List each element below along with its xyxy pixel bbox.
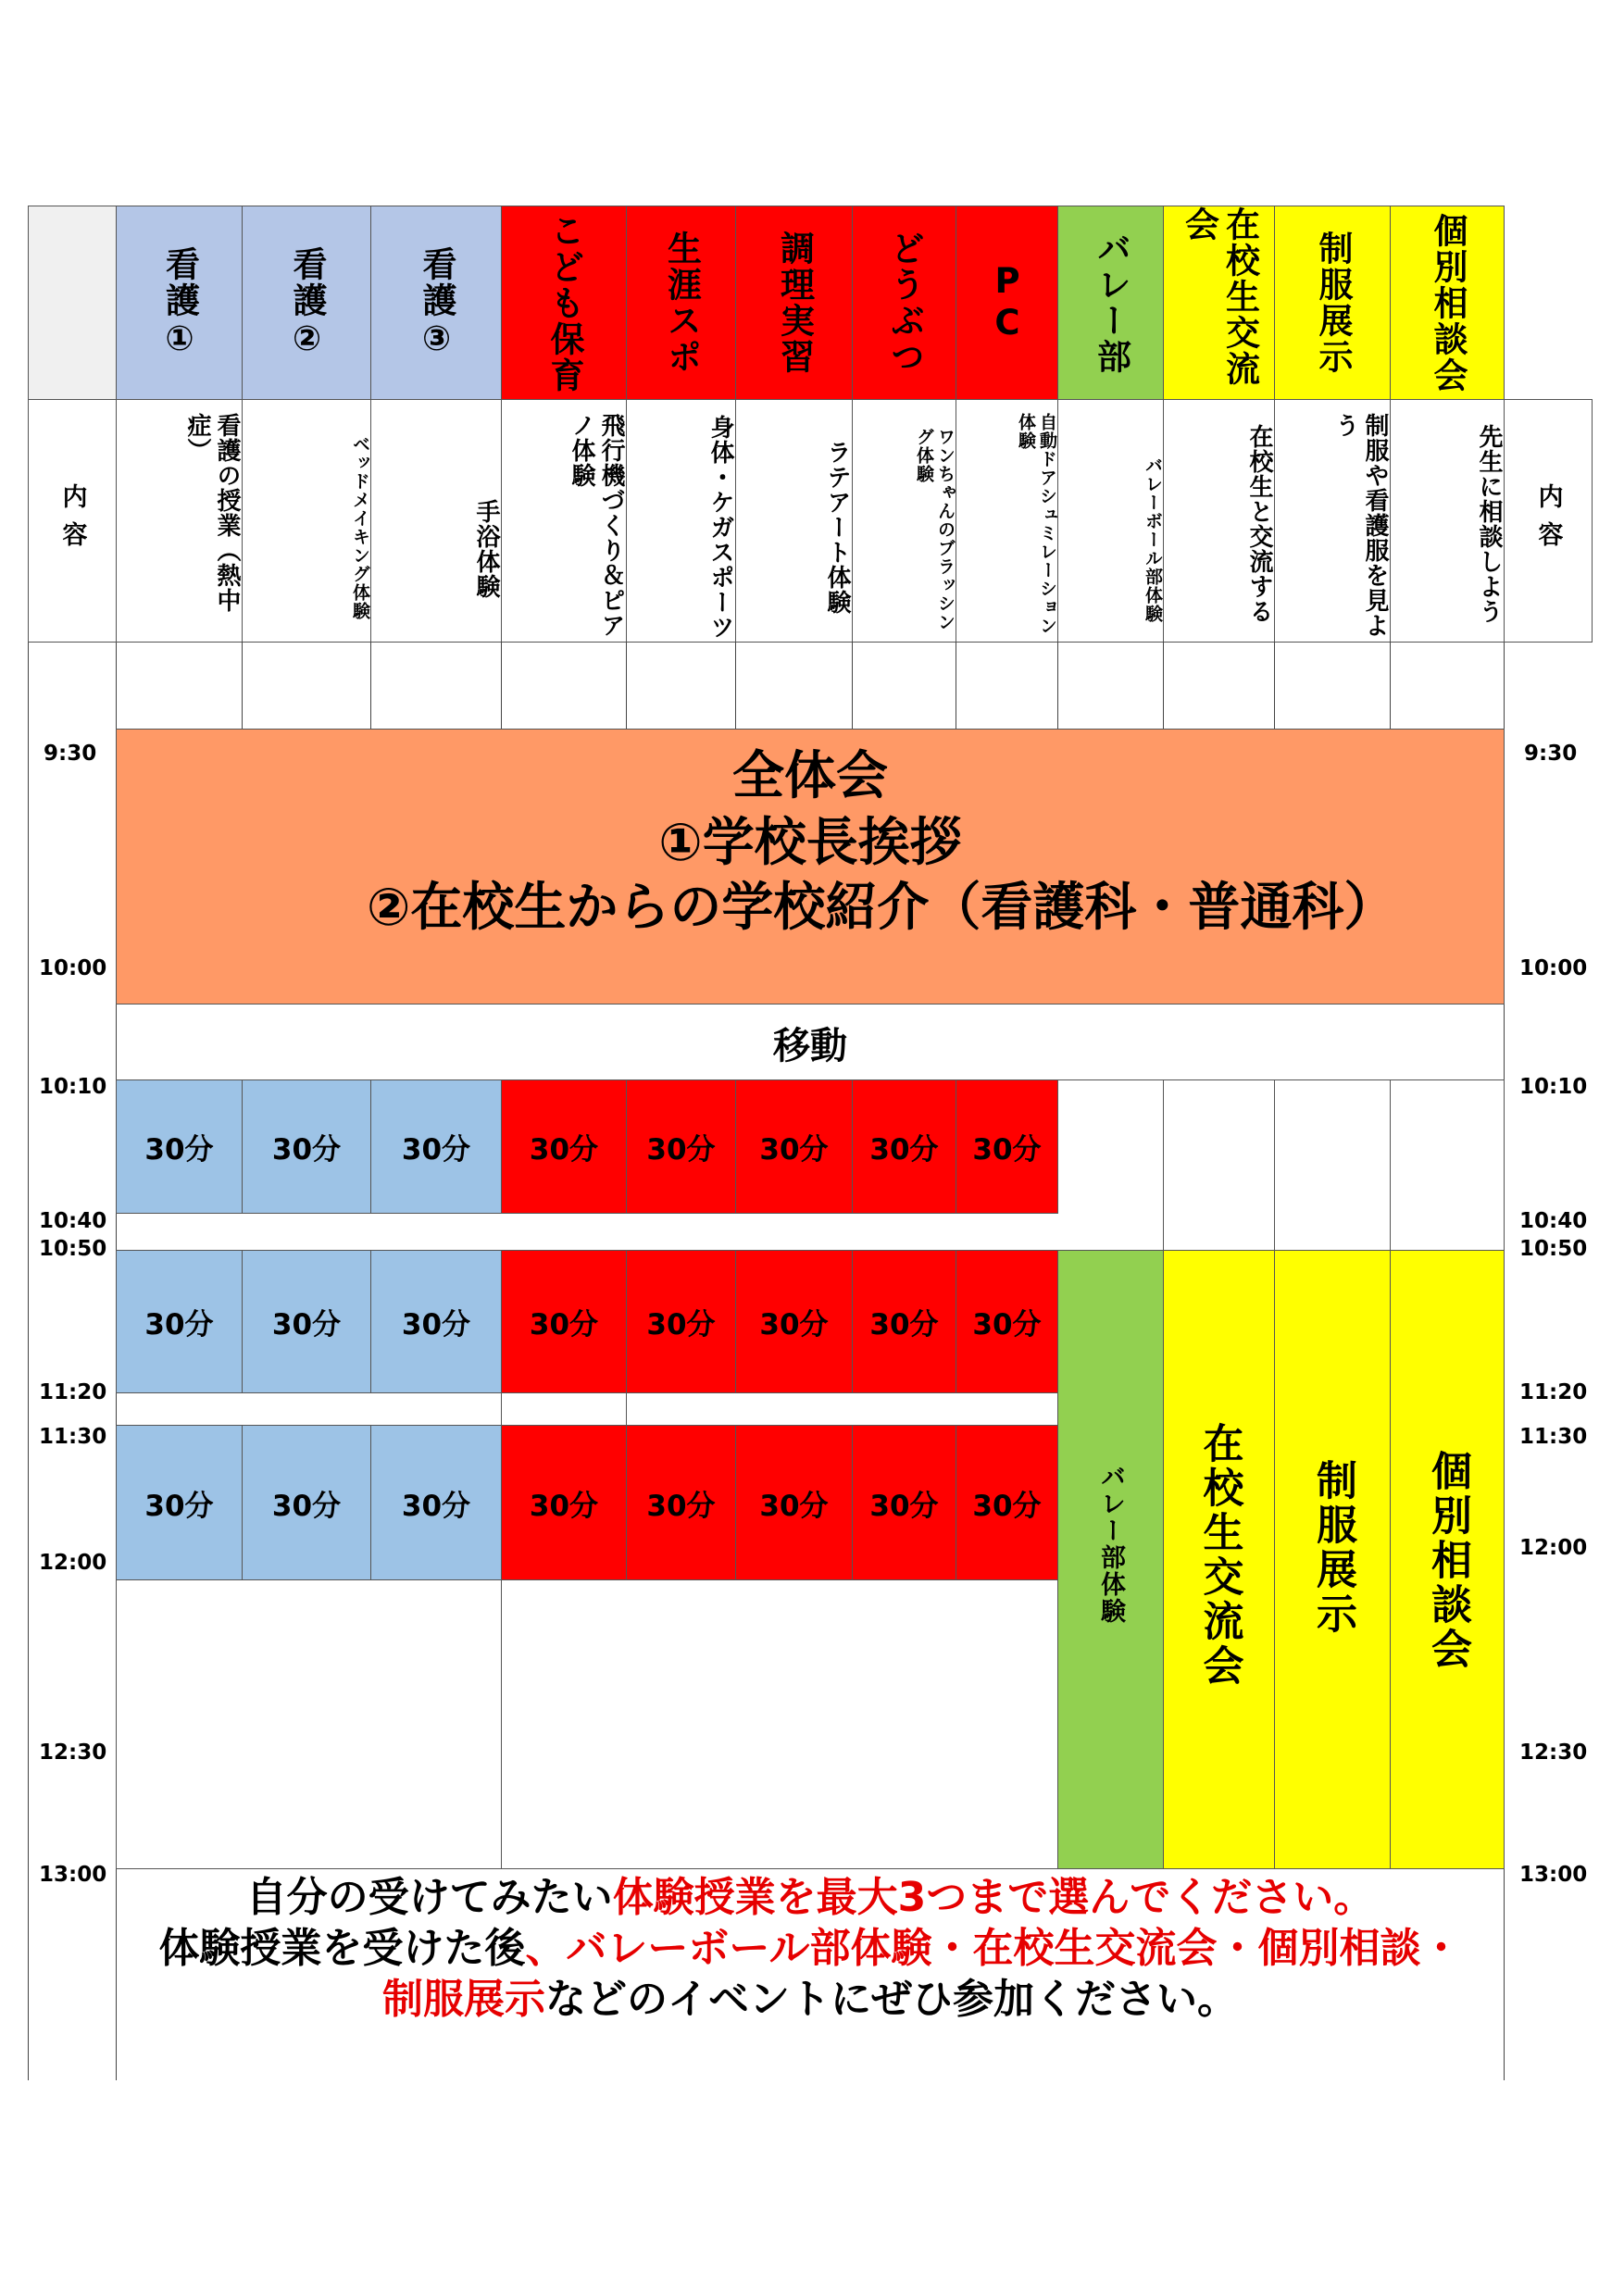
time-1120-right: 11:20 — [1519, 1380, 1588, 1404]
empty-cell — [116, 1579, 502, 1869]
slot-r1-shogai-sports[interactable]: 30分 — [626, 1079, 736, 1214]
slot-r2-shogai-sports[interactable]: 30分 — [626, 1250, 736, 1393]
time-1200-right: 12:00 — [1519, 1536, 1588, 1560]
time-1130-right: 11:30 — [1519, 1425, 1588, 1449]
slot-r3-kango-3[interactable]: 30分 — [370, 1425, 502, 1580]
grid-line — [1274, 642, 1275, 730]
time-0930-left: 9:30 — [44, 742, 97, 766]
slot-r3-shogai-sports[interactable]: 30分 — [626, 1425, 736, 1580]
desc-kango-2: ベッドメイキング体験 — [242, 399, 371, 643]
time-1040-left: 10:40 — [39, 1209, 107, 1233]
time-1050-right: 10:50 — [1519, 1237, 1588, 1261]
bottom-note — [116, 1872, 1505, 2023]
slot-r2-kango-3[interactable]: 30分 — [370, 1250, 502, 1393]
empty-cell — [501, 1392, 627, 1426]
slot-r3-kango-1[interactable]: 30分 — [116, 1425, 243, 1580]
slot-r2-kodomo[interactable]: 30分 — [501, 1250, 627, 1393]
header-kango-2: 看護② — [242, 206, 371, 400]
desc-shogai-sports: 身体・ケガスポーツ — [626, 399, 736, 643]
slot-r1-kango-1[interactable]: 30分 — [116, 1079, 243, 1214]
event-volleyball-label: バレー部体験 — [1096, 1464, 1125, 1625]
assembly-item-1: ①学校長挨拶 — [658, 813, 962, 873]
slot-r3-dobutsu[interactable]: 30分 — [852, 1425, 956, 1580]
event-consult-label: 個別相談会 — [1424, 1450, 1471, 1672]
empty-consult-cell — [1390, 1079, 1505, 1251]
header-shogai-sports: 生涯スポ — [626, 206, 736, 400]
slot-r3-chori[interactable]: 30分 — [735, 1425, 853, 1580]
empty-uniform-cell — [1274, 1079, 1391, 1251]
grid-line — [370, 642, 371, 730]
time-1000-left: 10:00 — [39, 956, 107, 980]
desc-kango-3: 手浴体験 — [370, 399, 502, 643]
grid-line — [735, 642, 736, 730]
grid-line — [1390, 642, 1391, 730]
slot-r2-pc[interactable]: 30分 — [956, 1250, 1058, 1393]
time-1230-right: 12:30 — [1519, 1741, 1588, 1765]
note-l2a: 体験授業を受けた後 — [158, 1925, 526, 1972]
time-1200-left: 12:00 — [39, 1551, 107, 1575]
desc-dobutsu: ワンちゃんのブラッシング体験 — [852, 399, 956, 643]
slot-r2-kango-1[interactable]: 30分 — [116, 1250, 243, 1393]
header-volleyball: バレー部 — [1057, 206, 1164, 400]
note-l1b: 体験授業を最大3つまで選んでください。 — [612, 1874, 1375, 1921]
time-1300-right: 13:00 — [1519, 1863, 1588, 1887]
empty-exchange-cell — [1163, 1079, 1275, 1251]
desc-uniform: 制服や看護服を見よう — [1274, 399, 1391, 643]
header-kango-3: 看護③ — [370, 206, 502, 400]
time-0930-right: 9:30 — [1524, 742, 1578, 766]
slot-r1-kango-2[interactable]: 30分 — [242, 1079, 371, 1214]
note-l2b: 、バレーボール部体験・在校生交流会・個別相談・ — [525, 1925, 1462, 1972]
header-kango-1: 看護① — [116, 206, 243, 400]
grid-line — [501, 642, 502, 730]
note-l3a: 制服展示 — [382, 1976, 545, 2023]
side-label-right: 内容 — [1504, 399, 1593, 643]
assembly-item-2: ②在校生からの学校紹介（看護科・普通科） — [367, 878, 1396, 938]
grid-line — [242, 642, 243, 730]
time-1010-left: 10:10 — [39, 1075, 107, 1099]
slot-r2-kango-2[interactable]: 30分 — [242, 1250, 371, 1393]
slot-r1-pc[interactable]: 30分 — [956, 1079, 1058, 1214]
grid-line — [626, 642, 627, 730]
slot-r2-dobutsu[interactable]: 30分 — [852, 1250, 956, 1393]
desc-kodomo: 飛行機づくり＆ピアノ体験 — [501, 399, 627, 643]
grid-line — [1057, 642, 1058, 730]
event-exchange-label: 在校生交流会 — [1195, 1422, 1243, 1689]
grid-line — [852, 642, 853, 730]
move-label: 移動 — [773, 1024, 847, 1067]
desc-exchange: 在校生と交流する — [1163, 399, 1275, 643]
event-uniform-label: 制服展示 — [1309, 1459, 1356, 1637]
time-1300-left: 13:00 — [39, 1863, 107, 1887]
slot-r1-chori[interactable]: 30分 — [735, 1079, 853, 1214]
time-1040-right: 10:40 — [1519, 1209, 1588, 1233]
header-exchange: 在校生交流会 — [1163, 206, 1275, 400]
time-1000-right: 10:00 — [1519, 956, 1588, 980]
assembly-block — [116, 729, 1505, 1004]
time-1120-left: 11:20 — [39, 1380, 107, 1404]
time-1230-left: 12:30 — [39, 1741, 107, 1765]
empty-cell — [501, 1579, 1058, 1869]
event-volleyball[interactable] — [1057, 1250, 1164, 1869]
slot-r1-dobutsu[interactable]: 30分 — [852, 1079, 956, 1214]
note-l1a: 自分の受けてみたい — [245, 1874, 613, 1921]
slot-r3-pc[interactable]: 30分 — [956, 1425, 1058, 1580]
note-line-2 — [116, 1923, 1505, 1974]
header-uniform: 制服展示 — [1274, 206, 1391, 400]
header-pc: PC — [956, 206, 1058, 400]
desc-consult: 先生に相談しよう — [1390, 399, 1505, 643]
grid-line — [1163, 642, 1164, 730]
assembly-title: 全体会 — [732, 746, 888, 806]
corner-cell — [28, 206, 117, 400]
note-line-3 — [116, 1974, 1505, 2025]
slot-r1-kodomo[interactable]: 30分 — [501, 1079, 627, 1214]
header-chori: 調理実習 — [735, 206, 853, 400]
event-exchange[interactable] — [1163, 1250, 1275, 1869]
side-label-left: 内容 — [28, 399, 117, 643]
slot-r2-chori[interactable]: 30分 — [735, 1250, 853, 1393]
desc-pc: 自動ドアシュミレーション体験 — [956, 399, 1058, 643]
slot-r1-kango-3[interactable]: 30分 — [370, 1079, 502, 1214]
time-1010-right: 10:10 — [1519, 1075, 1588, 1099]
header-dobutsu: どうぶつ — [852, 206, 956, 400]
note-line-1 — [116, 1872, 1505, 1923]
event-uniform[interactable] — [1274, 1250, 1391, 1869]
note-l3b: などのイベントにぜひ参加ください。 — [545, 1976, 1238, 2023]
desc-volleyball: バレーボール部体験 — [1057, 399, 1164, 643]
desc-kango-1: 看護の授業（熱中症） — [116, 399, 243, 643]
slot-r3-kodomo[interactable]: 30分 — [501, 1425, 627, 1580]
time-1050-left: 10:50 — [39, 1237, 107, 1261]
header-kodomo: こども保育 — [501, 206, 627, 400]
slot-r3-kango-2[interactable]: 30分 — [242, 1425, 371, 1580]
header-consult: 個別相談会 — [1390, 206, 1505, 400]
time-1130-left: 11:30 — [39, 1425, 107, 1449]
event-consult[interactable] — [1390, 1250, 1505, 1869]
desc-chori: ラテアート体験 — [735, 399, 853, 643]
empty-cell — [626, 1392, 1058, 1426]
